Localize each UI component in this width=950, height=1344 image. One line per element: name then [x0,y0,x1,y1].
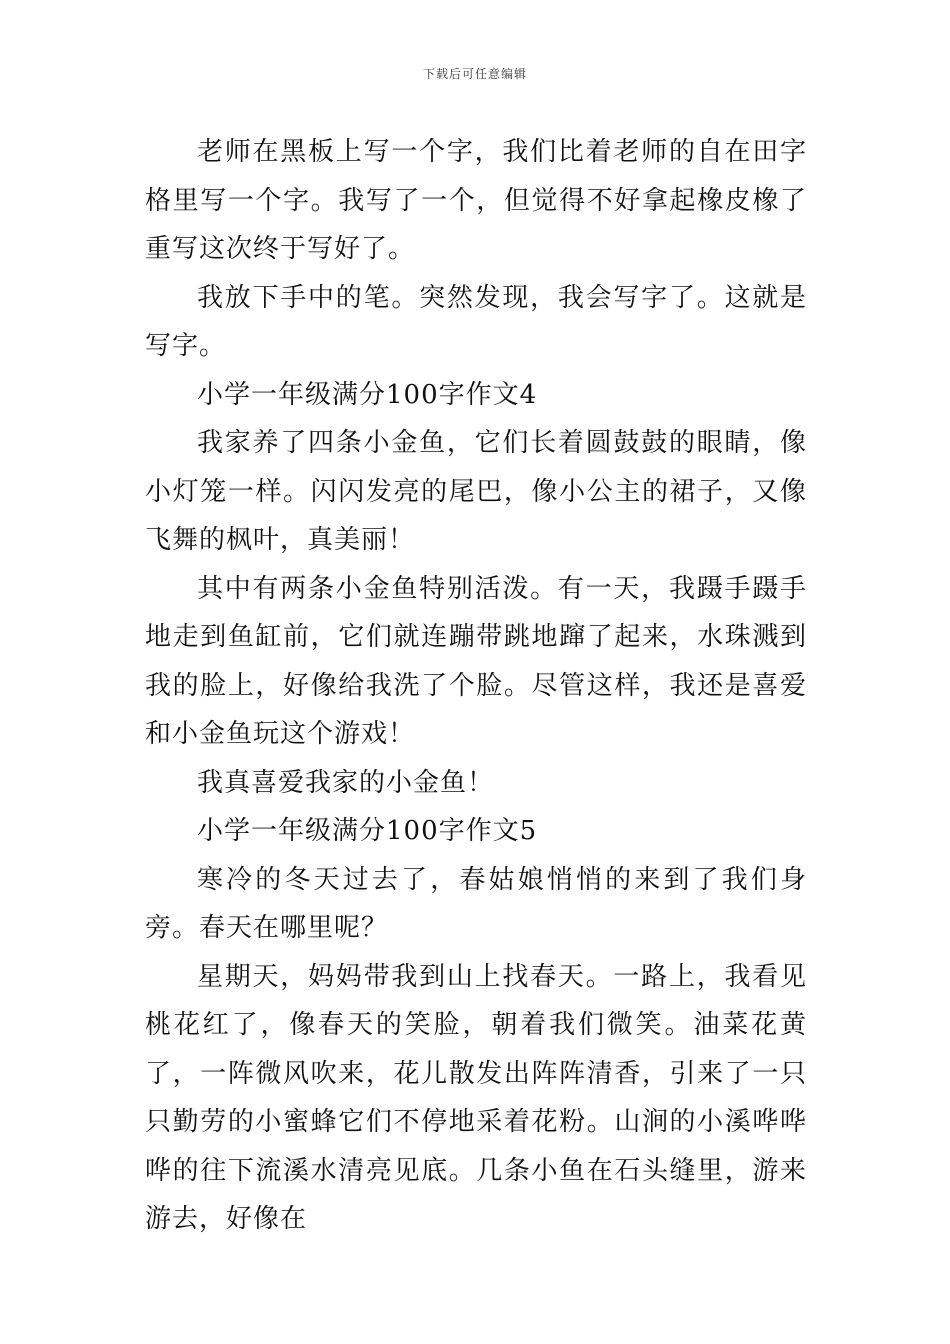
paragraph-learned-to-write: 我放下手中的笔。突然发现，我会写字了。这就是写字。 [145,282,807,361]
paragraph-spring-arrives: 寒冷的冬天过去了，春姑娘悄悄的来到了我们身旁。春天在哪里呢？ [145,864,807,943]
paragraph-writing-lesson: 老师在黑板上写一个字，我们比着老师的自在田字格里写一个字。我写了一个，但觉得不好拿起橡皮橡了重写这次终于写好了。 [145,137,807,264]
paragraph-finding-spring: 星期天，妈妈带我到山上找春天。一路上，我看见桃花红了，像春天的笑脸，朝着我们微笑。油菜花黄了，一阵微风吹来，花儿散发出阵阵清香，引来了一只只勤劳的小蜜蜂它们不停地采着花粉。山涧的小溪哗哗哗的往下流溪水清亮见底。几条小鱼在石头缝里，游来游去，好像在 [145,961,807,1234]
document-body [145,128,807,1244]
essay-title-4: 小学一年级满分100字作文4 [197,379,538,410]
page-header-note: 下载后可任意编辑 [422,67,527,81]
paragraph-goldfish-description: 我家养了四条小金鱼，它们长着圆鼓鼓的眼睛，像小灯笼一样。闪闪发亮的尾巴，像小公主的裙子，又像飞舞的枫叶，真美丽！ [145,428,807,555]
essay-title-5: 小学一年级满分100字作文5 [197,816,538,846]
paragraph-goldfish-playful: 其中有两条小金鱼特别活泼。有一天，我蹑手蹑手地走到鱼缸前，它们就连蹦带跳地蹿了起来，水珠溅到我的脸上，好像给我洗了个脸。尽管这样，我还是喜爱和小金鱼玩这个游戏！ [145,573,807,749]
paragraph-love-goldfish: 我真喜爱我家的小金鱼！ [197,767,495,798]
